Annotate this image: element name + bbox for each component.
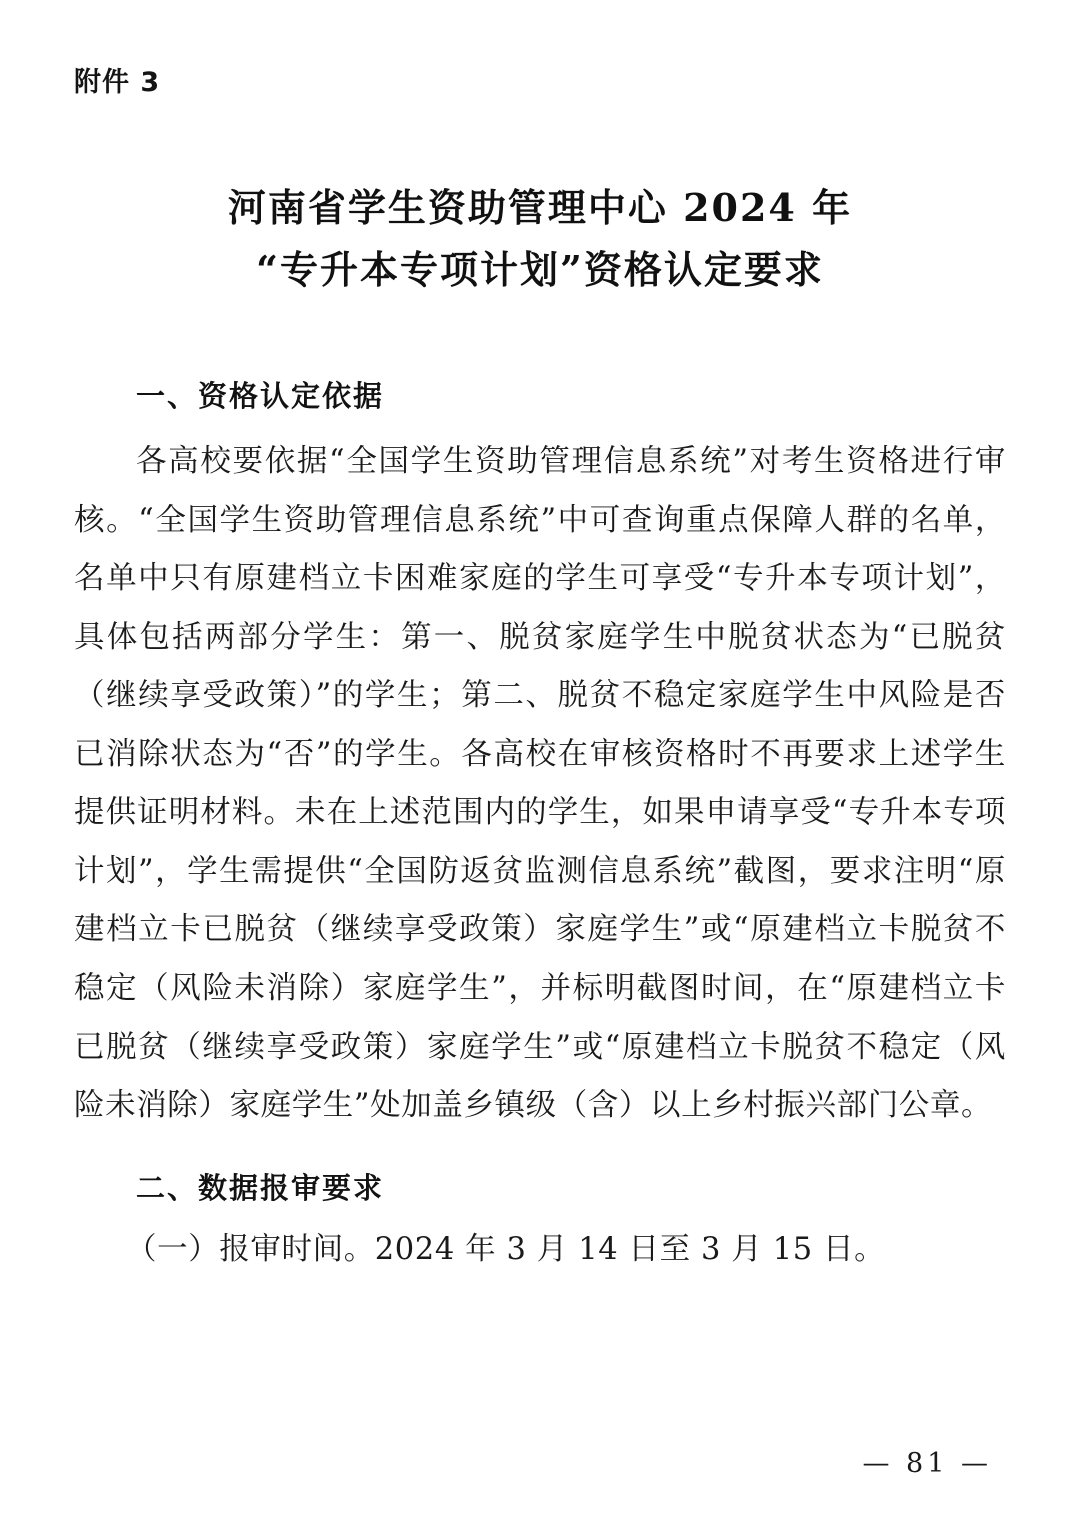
page-title-line-2: “专升本专项计划”资格认定要求 [256,246,824,292]
section-paragraph-reporting: （一）报审时间。2024 年 3 月 14 日至 3 月 15 日。 [126,1231,886,1267]
section-heading-reporting: 二、数据报审要求 [136,1170,385,1205]
attachment-label: 附件 3 [74,67,161,98]
section-paragraph-basis: 各高校要依据“全国学生资助管理信息系统”对考生资格进行审核。“全国学生资助管理信息系统”中可查询重点保障人群的名单，名单中只有原建档立卡困难家庭的学生可享受“专升本专项计划”，具体包括两部分学生：第一、脱贫家庭学生中脱贫状态为“已脱贫（继续享受政策）”的学生；第二、脱贫不稳定家庭学生中风险是否已消除状态为“否”的学生。各高校在审核资格时不再要求上述学生提供证明材料。未在上述范围内的学生，如果申请享受“专升本专项计划”，学生需提供“全国防返贫监测信息系统”截图，要求注明“原建档立卡已脱贫（继续享受政策）家庭学生”或“原建档立卡脱贫不稳定（风险未消除）家庭学生”，并标明截图时间，在“原建档立卡已脱贫（继续享受政策）家庭学生”或“原建档立卡脱贫不稳定（风险未消除）家庭学生”处加盖乡镇级（含）以上乡村振兴部门公章。 [74,444,1006,1124]
page-title-line-1: 河南省学生资助管理中心 2024 年 [227,185,853,230]
page-title [74,177,1006,300]
page-number: — 81 — [862,1448,992,1479]
section-heading-basis: 一、资格认定依据 [136,379,385,414]
